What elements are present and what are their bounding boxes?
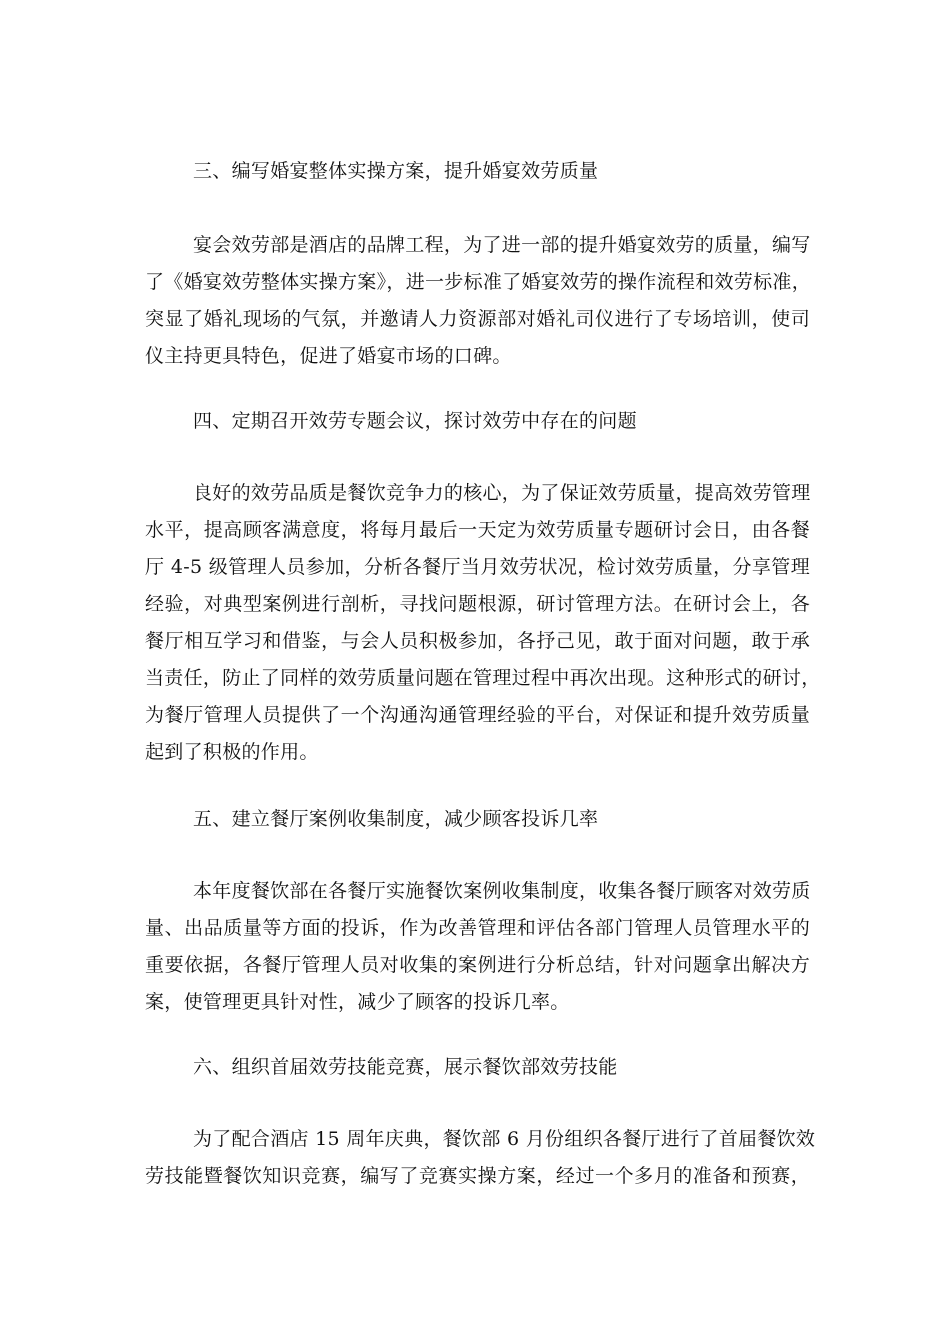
paragraph-line: 了《婚宴效劳整体实操方案》，进一步标准了婚宴效劳的操作流程和效劳标准， xyxy=(145,271,812,293)
paragraph-line: 当责任，防止了同样的效劳质量问题在管理过程中再次出现。这种形式的研讨， xyxy=(145,667,821,689)
section-heading-6: 六、组织首届效劳技能竞赛，展示餐饮部效劳技能 xyxy=(193,1056,618,1078)
paragraph-line: 为餐厅管理人员提供了一个沟通沟通管理经验的平台，对保证和提升效劳质量 xyxy=(145,704,810,726)
section-paragraph-5 xyxy=(145,873,810,1021)
section-heading-3: 三、编写婚宴整体实操方案，提升婚宴效劳质量 xyxy=(193,160,599,182)
paragraph-line: 突显了婚礼现场的气氛，并邀请人力资源部对婚礼司仪进行了专场培训，使司 xyxy=(145,308,810,330)
paragraph-line: 劳技能暨餐饮知识竞赛，编写了竞赛实操方案，经过一个多月的准备和预赛， xyxy=(145,1165,810,1187)
section-paragraph-6 xyxy=(145,1121,816,1195)
section-heading-4: 四、定期召开效劳专题会议，探讨效劳中存在的问题 xyxy=(193,410,637,432)
paragraph-line: 起到了积极的作用。 xyxy=(145,741,319,763)
paragraph-line: 宴会效劳部是酒店的品牌工程，为了进一部的提升婚宴效劳的质量，编写 xyxy=(193,234,811,256)
paragraph-line: 量、出品质量等方面的投诉，作为改善管理和评估各部门管理人员管理水平的 xyxy=(145,917,810,939)
paragraph-line: 经验，对典型案例进行剖析，寻找问题根源，研讨管理方法。在研讨会上，各 xyxy=(145,593,810,615)
paragraph-line: 餐厅相互学习和借鉴，与会人员积极参加，各抒己见，敢于面对问题，敢于承 xyxy=(145,630,810,652)
section-paragraph-4 xyxy=(145,475,821,771)
paragraph-line: 为了配合酒店 15 周年庆典，餐饮部 6 月份组织各餐厅进行了首届餐饮效 xyxy=(193,1128,816,1150)
paragraph-line: 案，使管理更具针对性，减少了顾客的投诉几率。 xyxy=(145,991,570,1013)
paragraph-line: 重要依据，各餐厅管理人员对收集的案例进行分析总结，针对问题拿出解决方 xyxy=(145,954,810,976)
section-paragraph-3 xyxy=(145,227,810,375)
paragraph-line: 厅 4-5 级管理人员参加，分析各餐厅当月效劳状况，检讨效劳质量，分享管理 xyxy=(145,556,810,578)
section-heading-5: 五、建立餐厅案例收集制度，减少顾客投诉几率 xyxy=(193,808,599,830)
paragraph-line: 仪主持更具特色，促进了婚宴市场的口碑。 xyxy=(145,345,512,367)
paragraph-line: 良好的效劳品质是餐饮竞争力的核心，为了保证效劳质量，提高效劳管理 xyxy=(193,482,811,504)
paragraph-line: 本年度餐饮部在各餐厅实施餐饮案例收集制度，收集各餐厅顾客对效劳质 xyxy=(193,880,811,902)
paragraph-line: 水平，提高顾客满意度，将每月最后一天定为效劳质量专题研讨会日，由各餐 xyxy=(145,519,810,541)
